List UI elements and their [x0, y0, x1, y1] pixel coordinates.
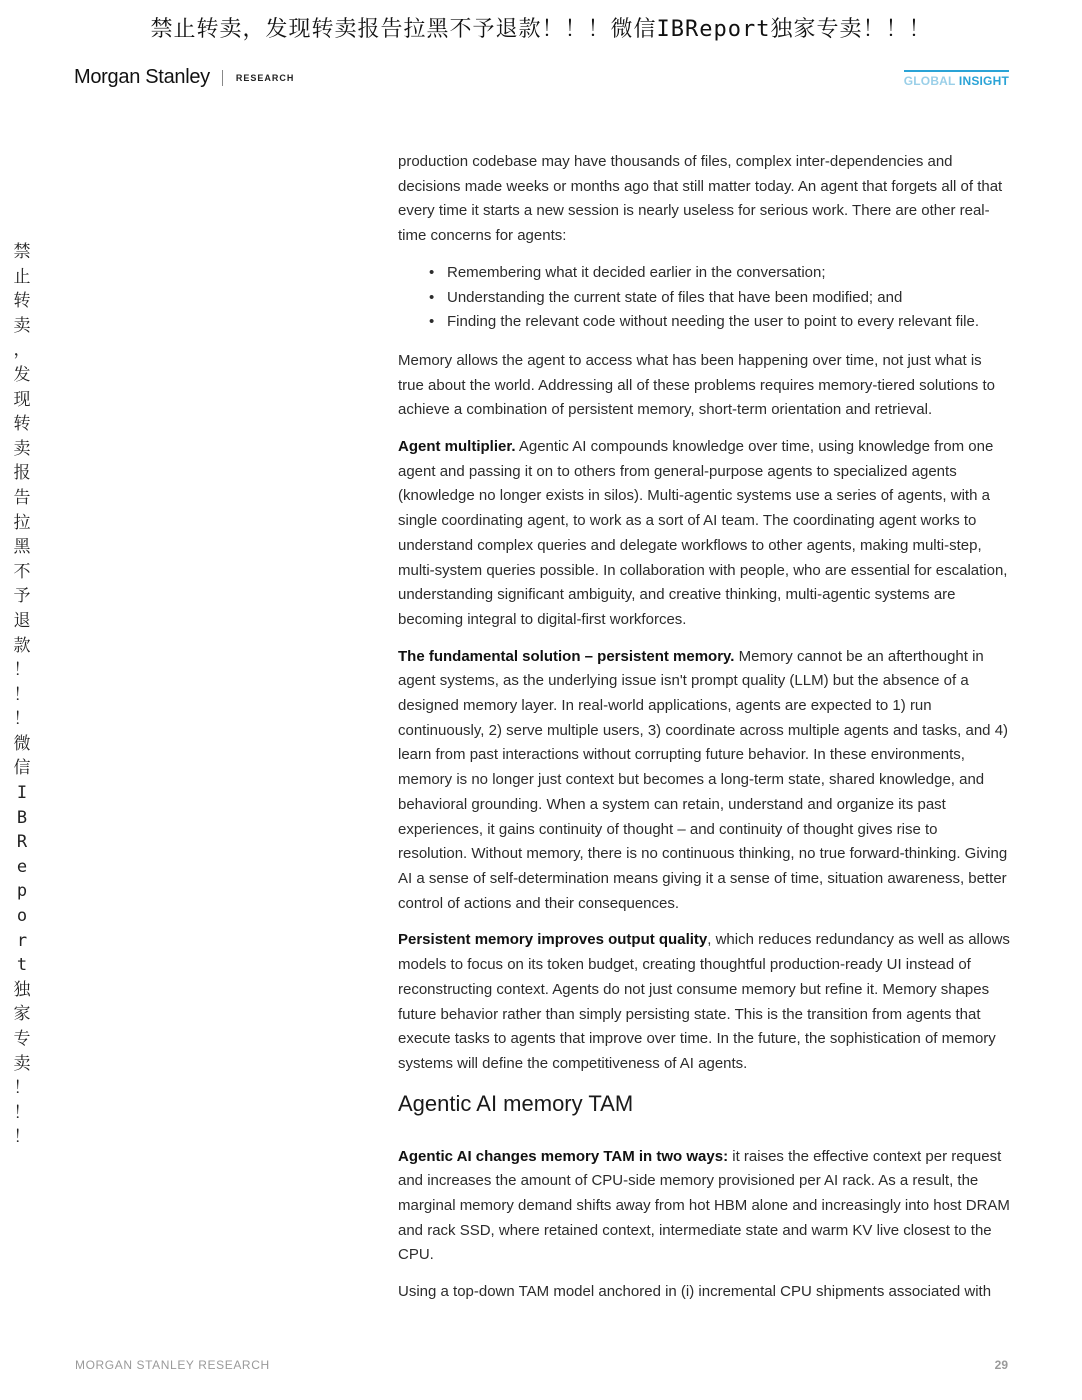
side-watermark-char: ！ [13, 1127, 31, 1148]
text-persistent-memory: Memory cannot be an afterthought in agent systems, as the underlying issue isn't prompt quality (LLM) but the absence of a designed memory layer. In real-world applications, agents are expected to 1) run continuously, 2) serve multiple users, 3) coordinate across multiple agents and tasks, and 4) learn from past interactions without corrupting future behavior. In these environments, memory is no longer just context but becomes a long-term state, shared knowledge, and behavioral grounding. When a system can retain, understand and organize its past experiences, it gains continuity of thought – and continuity of thought gives rise to resolution. Without memory, there is no continuous thinking, no true forward-thinking. Giving AI a sense of self-determination means giving it a sense of time, situation awareness, better control of actions and their consequences. [398, 647, 1009, 912]
top-watermark: 禁止转卖，发现转卖报告拉黑不予退款！！！微信IBReport独家专卖！！！ [150, 17, 932, 42]
paragraph-persistent-memory [398, 645, 1010, 917]
lead-persistent-memory: The fundamental solution – persistent memory. [398, 647, 735, 665]
side-watermark-char: ！ [13, 1102, 31, 1123]
side-watermark-char: ！ [13, 709, 31, 730]
paragraph-tam [398, 1145, 1010, 1269]
side-watermark-char: ！ [13, 1078, 31, 1099]
header-brand [74, 66, 294, 89]
side-watermark [10, 240, 34, 1150]
side-watermark-char: 报 [13, 463, 31, 484]
list-item: • Remembering what it decided earlier in the conversation; [447, 261, 1010, 286]
side-watermark-char: 予 [13, 586, 31, 607]
paragraph-tam-model: Using a top-down TAM model anchored in (i) incremental CPU shipments associated with [398, 1283, 992, 1301]
insight-word: INSIGHT [958, 74, 1009, 88]
side-watermark-char: 发 [13, 364, 31, 385]
global-insight-label [904, 70, 1009, 88]
side-watermark-char: 独 [13, 979, 31, 1000]
side-watermark-char: 告 [13, 487, 31, 508]
side-watermark-char: 款 [13, 635, 31, 656]
concerns-list [398, 261, 1010, 335]
side-watermark-char: 转 [13, 414, 31, 435]
side-watermark-char: 微 [13, 733, 31, 754]
text-tam: it raises the effective context per request and increases the amount of CPU-side memory provisioned per AI rack. As a result, the marginal memory demand shifts away from hot HBM alone and increasingly into host DRAM and rack SSD, where retained context, intermediate state and warm KV live closest to the CPU. [398, 1147, 1010, 1264]
side-watermark-char: o [16, 906, 28, 927]
main-content [398, 150, 1010, 1317]
lead-tam: Agentic AI changes memory TAM in two ways: [398, 1147, 729, 1165]
paragraph-memory: Memory allows the agent to access what has been happening over time, not just what is true about the world. Addressing all of these problems requires memory-tiered solutions to achieve a combination of persistent memory, short-term orientation and retrieval. [398, 351, 995, 419]
side-watermark-char: 专 [13, 1029, 31, 1049]
side-watermark-char: 卖 [13, 438, 31, 459]
footer-source: MORGAN STANLEY RESEARCH [75, 1358, 270, 1372]
side-watermark-char: 禁 [13, 242, 31, 262]
page-number: 29 [994, 1358, 1008, 1372]
lead-agent-multiplier: Agent multiplier. [398, 438, 516, 456]
side-watermark-char: I [16, 783, 28, 804]
research-label: RESEARCH [235, 72, 295, 83]
side-watermark-char: ！ [13, 660, 31, 681]
side-watermark-char: 退 [13, 610, 31, 631]
side-watermark-char: 卖 [13, 1053, 31, 1074]
side-watermark-char: 黑 [13, 537, 31, 558]
paragraph-agent-multiplier [398, 435, 1010, 633]
side-watermark-char: 现 [13, 389, 31, 410]
list-item: • Understanding the current state of files that have been modified; and [447, 286, 1010, 311]
side-watermark-char: r [16, 930, 28, 951]
side-watermark-char: 拉 [13, 512, 31, 533]
side-watermark-char: t [16, 955, 28, 976]
lead-output-quality: Persistent memory improves output quality [398, 931, 708, 949]
header-divider [222, 70, 223, 86]
side-watermark-char: 信 [13, 758, 31, 779]
section-heading: Agentic AI memory TAM [398, 1090, 634, 1116]
side-watermark-char: p [16, 881, 28, 902]
side-watermark-char: ！ [13, 684, 31, 705]
text-agent-multiplier: Agentic AI compounds knowledge over time, using knowledge from one agent and passing it on to others from general-purpose agents to specialized agents (knowledge no longer exists in silos). Multi-agentic systems use a series of agents, with a single coordinating agent, to work as a sort of AI team. The coordinating agent works to understand complex queries and delegate workflows to other agents, making multi-step, multi-system queries possible. In collaboration with people, who are essential for escalation, understanding significant ambiguity, and creative thinking, multi-agentic systems are becoming integral to digital-first workforces. [398, 438, 1008, 628]
morgan-stanley-logo: Morgan Stanley [74, 66, 210, 88]
side-watermark-char: 不 [13, 561, 31, 582]
side-watermark-char: 止 [13, 266, 31, 287]
side-watermark-char: R [16, 832, 28, 853]
side-watermark-char: e [16, 856, 28, 877]
global-word: GLOBAL [903, 74, 956, 88]
side-watermark-char: 转 [13, 291, 31, 312]
paragraph-intro: production codebase may have thousands of files, complex inter-dependencies and decisions made weeks or months ago that still matter today. An agent that forgets all of that every time it starts a new session is nearly useless for serious work. There are other real-time concerns for agents: [398, 153, 1003, 245]
side-watermark-char: ， [13, 340, 31, 361]
side-watermark-char: 卖 [13, 315, 31, 336]
side-watermark-char: B [16, 807, 28, 828]
text-output-quality: , which reduces redundancy as well as allows models to focus on its token budget, creating thoughtful production-ready UI instead of reconstructing context. Agents do not just consume memory but refine it. Memory shapes future behavior rather than simply persisting state. This is the transition from agents that execute tasks to agents that improve over time. In the future, the sophistication of memory systems will define the competitiveness of AI agents. [398, 931, 1010, 1072]
list-item: • Finding the relevant code without needing the user to point to every relevant file. [447, 310, 1010, 335]
paragraph-output-quality [398, 928, 1010, 1076]
side-watermark-char: 家 [13, 1004, 31, 1025]
